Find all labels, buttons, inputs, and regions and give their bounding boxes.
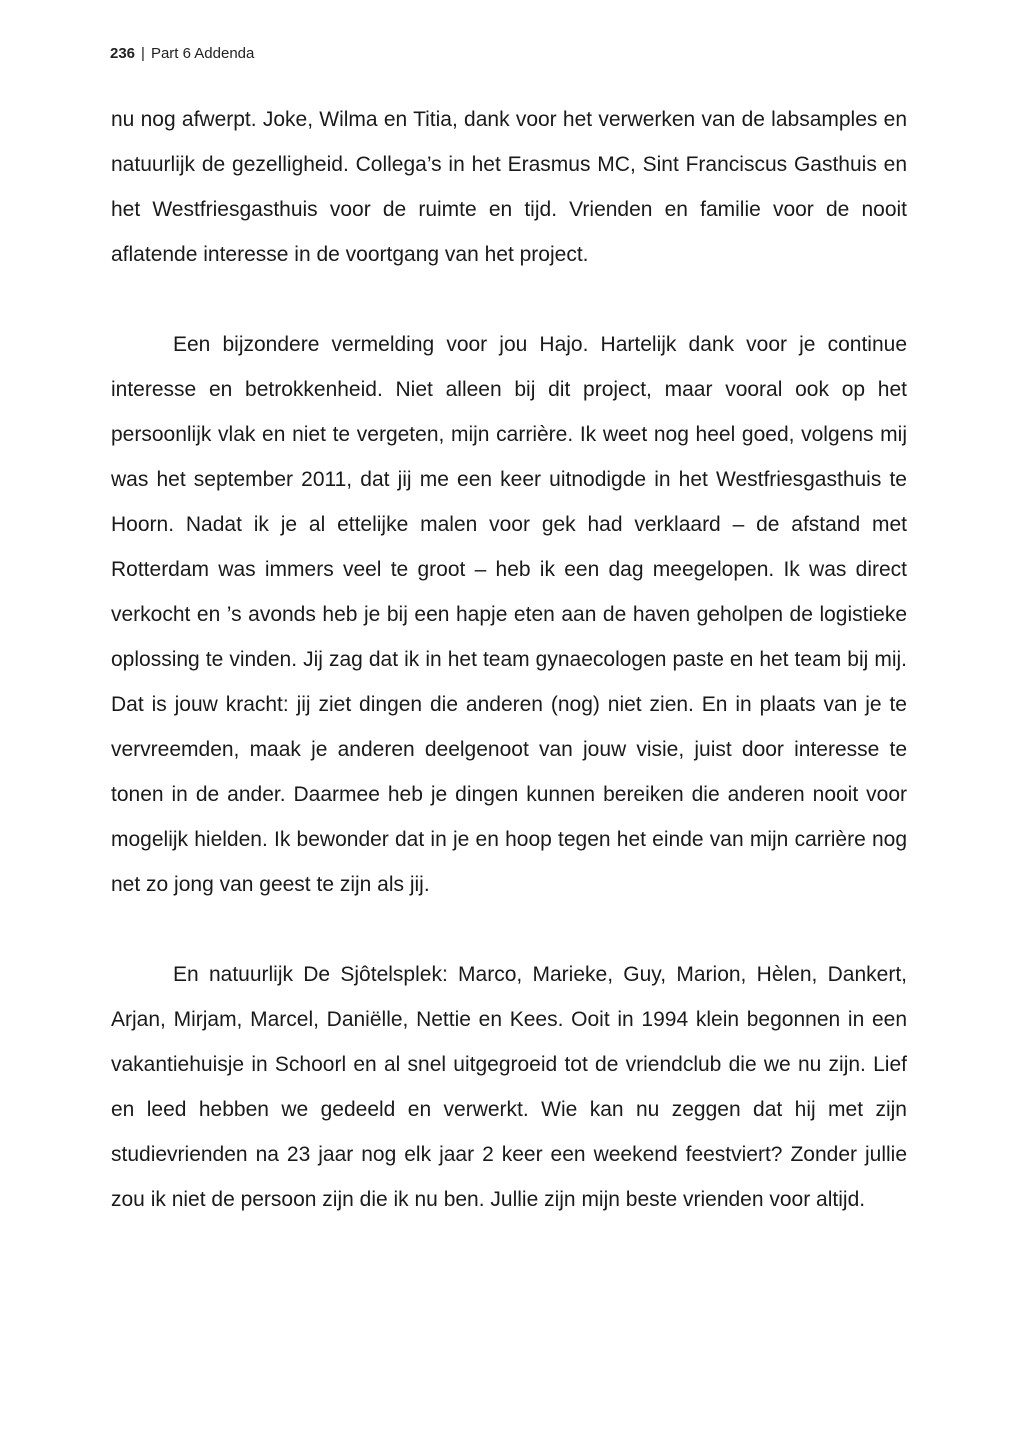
page-number: 236 (110, 45, 136, 62)
body-text (111, 97, 907, 1222)
section-title: Part 6 Addenda (150, 45, 255, 62)
paragraph-continued: nu nog afwerpt. Joke, Wilma en Titia, dank voor het verwerken van de labsamples en natuurlijk de gezelligheid. Collega’s in het Erasmus MC, Sint Franciscus Gasthuis en het Westfriesgasthuis voor de ruimte en tijd. Vrienden en familie voor de nooit aflatende interesse in de voortgang van het project. (111, 108, 907, 266)
paragraph-hajo: Een bijzondere vermelding voor jou Hajo. Hartelijk dank voor je continue interesse en betrokkenheid. Niet alleen bij dit project, maar vooral ook op het persoonlijk vlak en niet te vergeten, mijn carrière. Ik weet nog heel goed, volgens mij was het september 2011, dat jij me een keer uitnodigde in het Westfriesgasthuis te Hoorn. Nadat ik je al ettelijke malen voor gek had verklaard – de afstand met Rotterdam was immers veel te groot – heb ik een dag meegelopen. Ik was direct verkocht en ’s avonds heb je bij een hapje eten aan de haven geholpen de logistieke oplossing te vinden. Jij zag dat ik in het team gynaecologen paste en het team bij mij. Dat is jouw kracht: jij ziet dingen die anderen (nog) niet zien. En in plaats van je te vervreemden, maak je anderen deelgenoot van jouw visie, juist door interesse te tonen in de ander. Daarmee heb je dingen kunnen bereiken die anderen nooit voor mogelijk hielden. Ik bewonder dat in je en hoop tegen het einde van mijn carrière nog net zo jong van geest te zijn als jij. (111, 333, 907, 896)
header-separator: | (141, 45, 145, 62)
running-header (110, 44, 254, 64)
paragraph-sjotelsplek: En natuurlijk De Sjôtelsplek: Marco, Marieke, Guy, Marion, Hèlen, Dankert, Arjan, Mirjam, Marcel, Daniëlle, Nettie en Kees. Ooit in 1994 klein begonnen in een vakantiehuisje in Schoorl en al snel uitgegroeid tot de vriendclub die we nu zijn. Lief en leed hebben we gedeeld en verwerkt. Wie kan nu zeggen dat hij met zijn studievrienden na 23 jaar nog elk jaar 2 keer een weekend feestviert? Zonder jullie zou ik niet de persoon zijn die ik nu ben. Jullie zijn mijn beste vrienden voor altijd. (111, 963, 907, 1211)
